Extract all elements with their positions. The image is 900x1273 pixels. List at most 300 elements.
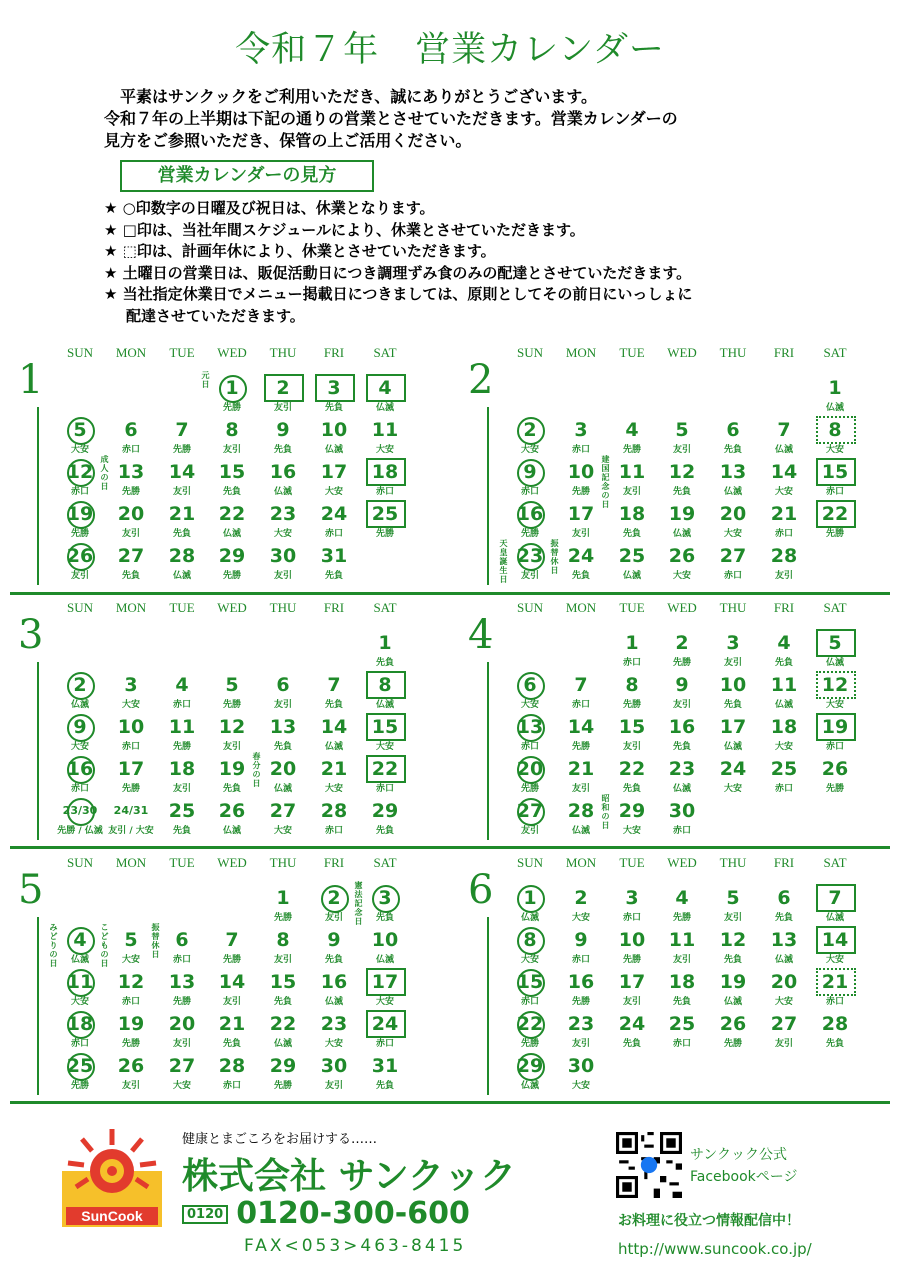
day-number: 10 [618, 929, 646, 951]
day-number: 8 [276, 929, 290, 951]
day-cell [258, 714, 308, 756]
rokuyo-label: 友引 [723, 913, 742, 923]
rokuyo-label: 仏滅 [825, 658, 844, 668]
rokuyo-label: 先勝 [520, 1039, 539, 1049]
day-cell [55, 1053, 105, 1095]
day-cell [309, 969, 359, 1011]
rokuyo-label: 先勝 [121, 784, 140, 794]
rokuyo-label: 赤口 [672, 826, 691, 836]
day-number: 1 [523, 887, 537, 909]
day-number: 31 [371, 1055, 399, 1077]
logo-text: SunCook [81, 1208, 143, 1224]
howto-heading: 営業カレンダーの見方 [120, 160, 374, 192]
suncook-logo [62, 1127, 162, 1227]
rokuyo-label: 赤口 [70, 487, 89, 497]
day-number: 28 [770, 545, 798, 567]
day-number: 21 [821, 971, 849, 993]
day-number: 26 [218, 800, 246, 822]
rokuyo-label: 赤口 [70, 1039, 89, 1049]
rokuyo-label: 仏滅 [774, 445, 793, 455]
day-cell [607, 1011, 657, 1053]
day-cell [309, 1053, 359, 1095]
day-cell [556, 798, 606, 840]
weekday-label: SAT [823, 600, 847, 615]
month-bar [487, 407, 489, 585]
day-cell [157, 714, 207, 756]
day-cell [309, 714, 359, 756]
rokuyo-label: 赤口 [172, 700, 191, 710]
rokuyo-label: 大安 [774, 487, 793, 497]
day-number: 15 [269, 971, 297, 993]
rokuyo-label: 友引 [273, 403, 292, 413]
day-number: 27 [719, 545, 747, 567]
rokuyo-label: 先勝 [121, 487, 140, 497]
day-number: 2 [276, 377, 290, 399]
rokuyo-label: 赤口 [324, 826, 343, 836]
month-number: 6 [468, 867, 494, 913]
day-number: 5 [828, 632, 842, 654]
day-number: 27 [269, 800, 297, 822]
holiday-name: 憲法記念日 [354, 881, 363, 926]
holiday-name: こどもの日 [100, 923, 109, 968]
rokuyo-label: 先勝 [273, 913, 292, 923]
rokuyo-label: 友引 [672, 955, 691, 965]
rokuyo-label: 大安 [70, 997, 89, 1007]
day-number: 5 [124, 929, 138, 951]
rule-item: ★ □印は、当社年間スケジュールにより、休業とさせていただきます。 [104, 220, 585, 239]
day-cell [708, 927, 758, 969]
day-cell [556, 1053, 606, 1095]
day-cell [258, 375, 308, 417]
month-bar [487, 662, 489, 840]
rokuyo-label: 大安 [273, 529, 292, 539]
rokuyo-label: 赤口 [825, 997, 844, 1007]
day-number: 30 [269, 545, 297, 567]
weekday-label: SAT [373, 345, 397, 360]
day-number: 30 [668, 800, 696, 822]
day-number: 29 [218, 545, 246, 567]
rokuyo-label: 友引 [571, 529, 590, 539]
day-cell [607, 501, 657, 543]
rokuyo-label: 先勝 [273, 1081, 292, 1091]
day-number: 23 [269, 503, 297, 525]
facebook-label: Facebookページ [690, 1169, 798, 1185]
day-number: 29 [618, 800, 646, 822]
rokuyo-label: 仏滅 [324, 445, 343, 455]
day-cell [49, 923, 105, 969]
day-number: 20 [770, 971, 798, 993]
rokuyo-label: 友引 [121, 529, 140, 539]
day-cell [759, 756, 809, 798]
rokuyo-label: 赤口 [222, 1081, 241, 1091]
weekday-label: TUE [619, 855, 645, 870]
day-number: 10 [320, 419, 348, 441]
day-cell [55, 459, 105, 501]
qr-code-icon[interactable] [616, 1132, 682, 1198]
day-number: 15 [371, 716, 399, 738]
fax-number: FAX<053>463-8415 [244, 1236, 467, 1256]
day-number: 15 [218, 461, 246, 483]
day-number: 14 [168, 461, 196, 483]
day-cell [607, 672, 657, 714]
day-cell [607, 630, 657, 672]
day-number: 2 [574, 887, 588, 909]
rokuyo-label: 赤口 [774, 784, 793, 794]
weekday-label: MON [565, 600, 597, 615]
day-cell [607, 714, 657, 756]
day-cell [810, 501, 860, 543]
rokuyo-label: 赤口 [571, 955, 590, 965]
day-cell [258, 417, 308, 459]
website-link[interactable]: http://www.suncook.co.jp/ [618, 1240, 812, 1258]
day-cell [556, 459, 606, 501]
day-cell [657, 927, 707, 969]
day-number: 30 [320, 1055, 348, 1077]
holiday-name: 成人の日 [100, 455, 109, 491]
weekday-label: FRI [773, 855, 795, 870]
day-cell [157, 417, 207, 459]
day-number: 10 [719, 674, 747, 696]
rokuyo-label: 大安 [571, 913, 590, 923]
rokuyo-label: 大安 [774, 742, 793, 752]
rokuyo-label: 仏滅 [622, 571, 641, 581]
rokuyo-label: 先勝 [622, 445, 641, 455]
day-cell [106, 501, 156, 543]
rokuyo-label: 赤口 [723, 571, 742, 581]
day-number: 17 [618, 971, 646, 993]
day-number: 17 [719, 716, 747, 738]
rokuyo-label: 先負 [273, 742, 292, 752]
day-number: 23 [567, 1013, 595, 1035]
tagline: 健康とまごころをお届けする…… [182, 1132, 378, 1147]
day-number: 5 [726, 887, 740, 909]
rokuyo-label: 先負 [222, 1039, 241, 1049]
day-number: 12 [821, 674, 849, 696]
month-2 [460, 345, 900, 595]
rokuyo-label: 先負 [324, 700, 343, 710]
month-bar [37, 407, 39, 585]
weekday-label: FRI [773, 345, 795, 360]
rokuyo-label: 仏滅 [273, 487, 292, 497]
day-number: 4 [777, 632, 791, 654]
weekday-label: MON [565, 345, 597, 360]
day-cell [708, 885, 758, 927]
day-cell [556, 714, 606, 756]
day-cell [360, 459, 410, 501]
rokuyo-label: 先勝 [375, 529, 394, 539]
day-number: 3 [726, 632, 740, 654]
rokuyo-label: 赤口 [520, 742, 539, 752]
rokuyo-label: 友引 [622, 487, 641, 497]
day-number: 17 [117, 758, 145, 780]
day-number: 7 [777, 419, 791, 441]
day-cell [360, 630, 410, 672]
rokuyo-label: 友引 [222, 742, 241, 752]
rokuyo-label: 大安 [375, 445, 394, 455]
rokuyo-label: 友引 [121, 1081, 140, 1091]
day-cell [309, 375, 359, 417]
day-cell [106, 1053, 156, 1095]
day-cell [505, 672, 555, 714]
rule-item: ★ 土曜日の営業日は、販促活動日につき調理ずみ食のみの配達とさせていただきます。 [104, 263, 692, 282]
day-number: 7 [175, 419, 189, 441]
day-number: 5 [225, 674, 239, 696]
day-number: 14 [567, 716, 595, 738]
weekday-label: FRI [323, 855, 345, 870]
day-number: 17 [320, 461, 348, 483]
day-number: 18 [618, 503, 646, 525]
month-4 [460, 600, 900, 850]
weekday-label: THU [269, 855, 297, 870]
day-cell [207, 714, 257, 756]
rokuyo-label: 赤口 [520, 487, 539, 497]
day-cell [207, 1053, 257, 1095]
day-number: 24 [371, 1013, 399, 1035]
month-number: 2 [468, 357, 494, 403]
rokuyo-label: 先負 [324, 955, 343, 965]
day-number: 6 [276, 674, 290, 696]
day-cell [810, 714, 860, 756]
day-cell [657, 969, 707, 1011]
day-cell [55, 543, 105, 585]
day-number: 7 [828, 887, 842, 909]
day-cell [810, 1011, 860, 1053]
rokuyo-label: 先負 [672, 487, 691, 497]
day-number: 14 [218, 971, 246, 993]
day-number: 14 [821, 929, 849, 951]
day-cell [157, 798, 207, 840]
day-number: 4 [175, 674, 189, 696]
day-cell [106, 969, 156, 1011]
rokuyo-label: 先勝 [172, 742, 191, 752]
rokuyo-label: 先勝 [571, 997, 590, 1007]
weekday-label: MON [115, 855, 147, 870]
rokuyo-label: 先負 [723, 955, 742, 965]
day-number: 31 [320, 545, 348, 567]
day-number: 29 [516, 1055, 544, 1077]
day-cell [759, 501, 809, 543]
rokuyo-label: 大安 [324, 487, 343, 497]
month-3 [10, 600, 450, 850]
rokuyo-label: 仏滅 [324, 997, 343, 1007]
day-cell [207, 672, 257, 714]
day-cell [708, 501, 758, 543]
day-cell [505, 501, 555, 543]
holiday-name: 昭和の日 [601, 794, 610, 830]
rokuyo-label: 仏滅 [672, 529, 691, 539]
month-number: 3 [18, 612, 44, 658]
day-cell [258, 927, 308, 969]
rokuyo-label: 友引 [172, 784, 191, 794]
day-cell [810, 756, 860, 798]
rokuyo-label: 仏滅 [375, 403, 394, 413]
day-number: 28 [168, 545, 196, 567]
day-number: 27 [117, 545, 145, 567]
rule-item: 配達させていただきます。 [126, 306, 305, 325]
day-cell [360, 672, 410, 714]
day-cell [360, 417, 410, 459]
day-cell [810, 375, 860, 417]
day-number: 9 [327, 929, 341, 951]
day-number: 15 [821, 461, 849, 483]
day-cell [258, 543, 308, 585]
rokuyo-label: 友引 [774, 1039, 793, 1049]
rokuyo-label: 大安 [520, 445, 539, 455]
weekday-label: SAT [373, 600, 397, 615]
day-number: 22 [821, 503, 849, 525]
day-number: 4 [675, 887, 689, 909]
phone-number[interactable] [182, 1196, 470, 1231]
rokuyo-label: 大安 [520, 955, 539, 965]
day-cell [354, 881, 410, 927]
day-cell [258, 1011, 308, 1053]
day-cell [810, 885, 860, 927]
rokuyo-label: 先負 [774, 658, 793, 668]
month-bar [487, 917, 489, 1095]
day-number: 5 [675, 419, 689, 441]
day-cell [657, 798, 707, 840]
day-cell [759, 459, 809, 501]
day-number: 18 [668, 971, 696, 993]
day-number: 2 [327, 887, 341, 909]
rokuyo-label: 先勝 [222, 403, 241, 413]
rokuyo-label: 先負 [121, 571, 140, 581]
day-cell [157, 459, 207, 501]
day-number: 8 [625, 674, 639, 696]
day-cell [207, 927, 257, 969]
rule-item: ★ ⬚印は、計画年休により、休業とさせていただきます。 [104, 242, 496, 260]
day-number: 10 [117, 716, 145, 738]
rokuyo-label: 先負 [622, 784, 641, 794]
rokuyo-label: 先勝 [622, 955, 641, 965]
day-number: 24 [567, 545, 595, 567]
day-cell [201, 371, 257, 417]
rokuyo-label: 先負 [375, 1081, 394, 1091]
rokuyo-label: 赤口 [121, 445, 140, 455]
day-cell [106, 798, 156, 840]
day-number: 26 [821, 758, 849, 780]
day-number: 21 [320, 758, 348, 780]
day-number: 26 [117, 1055, 145, 1077]
rokuyo-label: 先負 [622, 529, 641, 539]
company-name: 株式会社 サンクック [182, 1156, 517, 1197]
day-cell [759, 543, 809, 585]
day-number: 1 [378, 632, 392, 654]
day-number: 1 [625, 632, 639, 654]
day-cell [100, 455, 156, 501]
day-cell [55, 756, 105, 798]
day-cell [708, 969, 758, 1011]
rokuyo-label: 先勝 [672, 913, 691, 923]
rokuyo-label: 大安 [825, 445, 844, 455]
rokuyo-label: 大安 [723, 784, 742, 794]
day-number: 15 [618, 716, 646, 738]
day-number: 7 [574, 674, 588, 696]
day-number: 8 [523, 929, 537, 951]
rokuyo-label: 先勝 [622, 700, 641, 710]
rokuyo-label: 仏滅 [222, 826, 241, 836]
rokuyo-label: 大安 [375, 997, 394, 1007]
day-number: 21 [168, 503, 196, 525]
rokuyo-label: 友引 [672, 445, 691, 455]
day-cell [657, 543, 707, 585]
day-cell [55, 501, 105, 543]
rokuyo-label: 仏滅 [825, 913, 844, 923]
day-number: 13 [770, 929, 798, 951]
day-cell [505, 756, 555, 798]
day-number: 3 [574, 419, 588, 441]
day-cell [708, 459, 758, 501]
day-cell [607, 756, 657, 798]
day-cell [252, 752, 308, 798]
holiday-name: 天皇誕生日 [499, 539, 508, 584]
rokuyo-label: 先勝 [571, 487, 590, 497]
day-number: 21 [770, 503, 798, 525]
day-number: 16 [516, 503, 544, 525]
intro-text [104, 86, 678, 152]
rokuyo-label: 赤口 [571, 445, 590, 455]
rokuyo-label: 友引 [324, 1081, 343, 1091]
weekday-label: SUN [516, 345, 543, 360]
day-cell [759, 885, 809, 927]
day-cell [759, 927, 809, 969]
day-number: 6 [523, 674, 537, 696]
day-cell [55, 969, 105, 1011]
rokuyo-label: 仏滅 [222, 529, 241, 539]
day-cell [607, 969, 657, 1011]
facebook-label: サンクック公式 [690, 1147, 788, 1163]
day-number: 1 [276, 887, 290, 909]
weekday-label: THU [719, 600, 747, 615]
rokuyo-label: 仏滅 [723, 742, 742, 752]
day-number: 5 [73, 419, 87, 441]
rokuyo-label: 赤口 [121, 742, 140, 752]
day-number: 23 [320, 1013, 348, 1035]
day-number: 22 [516, 1013, 544, 1035]
month-bar [37, 917, 39, 1095]
rokuyo-label: 友引 [571, 784, 590, 794]
weekday-label: WED [217, 600, 247, 615]
weekday-label: THU [719, 345, 747, 360]
rokuyo-label: 友引 [70, 571, 89, 581]
day-number: 12 [218, 716, 246, 738]
holiday-name: 元日 [201, 371, 210, 389]
rokuyo-label: 赤口 [121, 997, 140, 1007]
day-number: 19 [218, 758, 246, 780]
day-cell [151, 923, 207, 969]
day-cell [556, 1011, 606, 1053]
rokuyo-label: 先勝 [723, 1039, 742, 1049]
rokuyo-label: 赤口 [774, 529, 793, 539]
weekday-label: SUN [516, 600, 543, 615]
rokuyo-label: 友引 [222, 445, 241, 455]
day-cell [810, 459, 860, 501]
day-number: 16 [66, 758, 94, 780]
rokuyo-label: 先負 [375, 913, 394, 923]
day-cell [106, 417, 156, 459]
day-number: 3 [625, 887, 639, 909]
rokuyo-label: 友引 [520, 826, 539, 836]
day-number: 22 [218, 503, 246, 525]
rokuyo-label: 赤口 [571, 700, 590, 710]
info-message: お料理に役立つ情報配信中！ [618, 1213, 800, 1229]
day-number: 9 [675, 674, 689, 696]
day-cell [550, 539, 606, 585]
rokuyo-label: 先勝 [672, 658, 691, 668]
day-number: 3 [378, 887, 392, 909]
day-number: 29 [269, 1055, 297, 1077]
day-number: 6 [175, 929, 189, 951]
